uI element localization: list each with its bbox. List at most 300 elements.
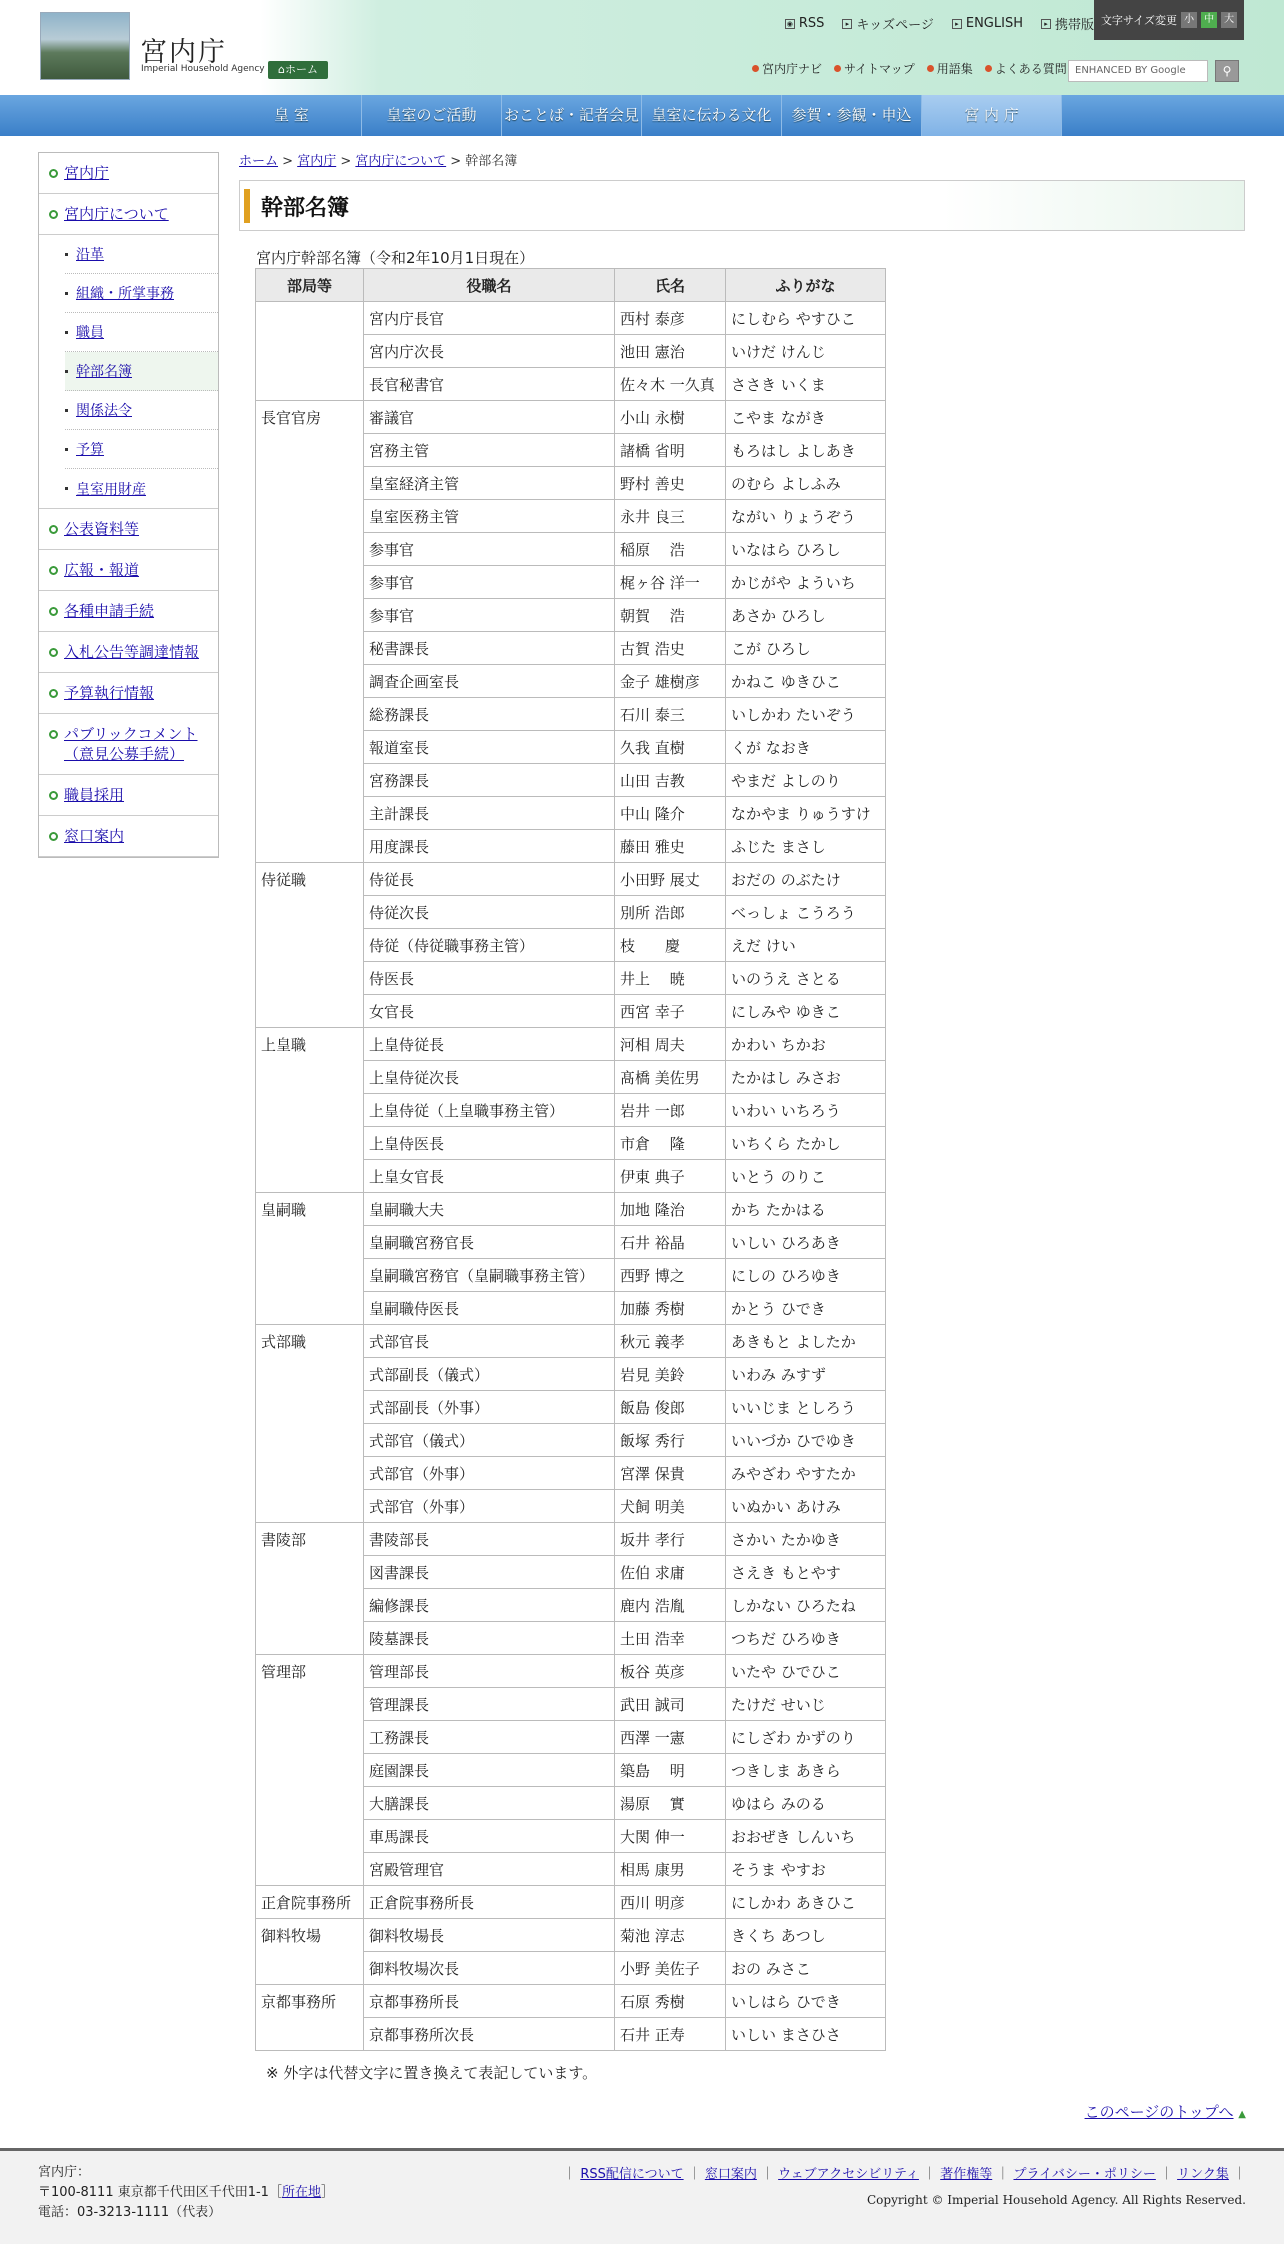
furigana-cell: こが ひろし [726,632,886,665]
sidebar-sub-link[interactable]: 皇室用財産 [76,481,146,498]
name-cell: 古賀 浩史 [615,632,726,665]
footer-location-link[interactable]: 所在地 [281,2185,321,2200]
position-cell: 御料牧場次長 [364,1952,615,1985]
breadcrumb-separator: > [336,154,356,169]
arrow-icon: ▸ [1041,19,1051,29]
dept-cell: 京都事務所 [256,1985,364,2051]
furigana-cell: もろはし よしあき [726,434,886,467]
dept-cell: 長官官房 [256,401,364,863]
sidebar-item[interactable] [39,673,218,714]
page-top-anchor[interactable]: このページのトップへ [1084,2103,1234,2121]
footer-link-separator: ｜ [918,2167,941,2182]
table-row [256,863,886,896]
bullet-ring-icon [49,730,58,739]
furigana-cell: いけだ けんじ [726,335,886,368]
footer-link[interactable]: リンク集 [1177,2167,1229,2182]
faq-link[interactable]: よくある質問 [985,60,1067,77]
position-cell: 上皇女官長 [364,1160,615,1193]
search-icon: ⚲ [1222,64,1232,78]
bullet-ring-icon [49,566,58,575]
sidebar-item-about[interactable] [39,194,218,235]
breadcrumb-link[interactable]: 宮内庁 [297,154,337,169]
position-cell: 工務課長 [364,1721,615,1754]
name-cell: 佐伯 求庸 [615,1556,726,1589]
position-cell: 皇嗣職大夫 [364,1193,615,1226]
kids-link[interactable]: ▸ キッズページ [842,14,933,33]
position-cell: 管理課長 [364,1688,615,1721]
position-cell: 侍従次長 [364,896,615,929]
furigana-cell: たけだ せいじ [726,1688,886,1721]
furigana-cell: いぬかい あけみ [726,1490,886,1523]
sidebar-item[interactable] [39,591,218,632]
name-cell: 西澤 一憲 [615,1721,726,1754]
table-caption: 宮内庁幹部名簿（令和2年10月1日現在） [256,249,535,267]
font-size-label: 文字サイズ変更 [1100,14,1178,27]
sidebar-item[interactable] [39,632,218,673]
position-cell: 審議官 [364,401,615,434]
sidebar-item[interactable] [39,775,218,816]
position-cell: 京都事務所次長 [364,2018,615,2051]
sidebar-item[interactable] [39,816,218,857]
rss-link[interactable]: ◉ RSS [786,16,825,31]
nav-visits[interactable]: 参賀・参観・申込 [782,95,922,136]
nav-imperial-family[interactable]: 皇 室 [222,95,362,136]
position-cell: 上皇侍従次長 [364,1061,615,1094]
name-cell: 河相 周夫 [615,1028,726,1061]
name-cell: 伊東 典子 [615,1160,726,1193]
position-cell: 宮内庁長官 [364,302,615,335]
english-link[interactable]: ▸ ENGLISH [952,14,1023,33]
logo-subtitle: Imperial Household Agency [141,64,265,74]
name-cell: 久我 直樹 [615,731,726,764]
position-cell: 京都事務所長 [364,1985,615,2018]
dept-cell: 正倉院事務所 [256,1886,364,1919]
table-row [256,1985,886,2018]
name-cell: 金子 雄樹彦 [615,665,726,698]
footer-link-separator: ｜ [563,2167,581,2182]
breadcrumb-separator: > [278,154,298,169]
furigana-cell: いいじま としろう [726,1391,886,1424]
name-cell: 小野 美佐子 [615,1952,726,1985]
footer-links [563,2163,1246,2182]
furigana-cell: かねこ ゆきひこ [726,665,886,698]
furigana-cell: にしざわ かずのり [726,1721,886,1754]
bullet-icon [752,65,759,72]
bullet-ring-icon [49,832,58,841]
sidebar-sub-link[interactable]: 関係法令 [76,403,132,419]
copyright: Copyright © Imperial Household Agency. All Rights Reserved. [866,2193,1246,2207]
table-row [256,1886,886,1919]
furigana-cell: かとう ひでき [726,1292,886,1325]
sidebar [38,152,219,858]
bullet-icon [65,370,68,373]
name-cell: 加藤 秀樹 [615,1292,726,1325]
furigana-cell: いたや ひでひこ [726,1655,886,1688]
footer-link[interactable]: 窓口案内 [704,2167,757,2182]
name-cell: 相馬 康男 [615,1853,726,1886]
position-cell: 上皇侍従（上皇職事務主管） [364,1094,615,1127]
furigana-cell: いわみ みすず [726,1358,886,1391]
furigana-cell: くが なおき [726,731,886,764]
breadcrumb-link[interactable]: ホーム [239,154,279,169]
position-cell: 管理部長 [364,1655,615,1688]
table-row [256,1919,886,1952]
name-cell: 犬飼 明美 [615,1490,726,1523]
name-cell: 永井 良三 [615,500,726,533]
furigana-cell: さかい たかゆき [726,1523,886,1556]
bullet-icon [65,292,68,295]
position-cell: 参事官 [364,533,615,566]
name-cell: 藤田 雅史 [615,830,726,863]
furigana-cell: いのうえ さとる [726,962,886,995]
home-icon: ⌂ [278,63,285,76]
furigana-cell: そうま やすお [726,1853,886,1886]
furigana-cell: ゆはら みのる [726,1787,886,1820]
arrow-icon: ▸ [952,19,962,29]
name-cell: 鹿内 浩胤 [615,1589,726,1622]
sidebar-item-about-link[interactable]: 宮内庁について [64,205,169,223]
breadcrumb-separator: > [446,154,466,169]
name-cell: 石井 正寿 [615,2018,726,2051]
furigana-cell: いいづか ひでゆき [726,1424,886,1457]
global-nav-items [222,95,1062,136]
name-cell: 西村 泰彦 [615,302,726,335]
name-cell: 井上 暁 [615,962,726,995]
furigana-cell: いしはら ひでき [726,1985,886,2018]
mobile-link[interactable]: ▸ 携帯版 [1041,14,1094,33]
position-cell: 図書課長 [364,1556,615,1589]
position-cell: 主計課長 [364,797,615,830]
table-row [256,302,886,335]
footer-link-separator: ｜ [992,2167,1014,2182]
font-size-medium-button[interactable]: 中 [1201,12,1217,28]
bullet-icon [65,448,68,451]
position-cell: 皇嗣職侍医長 [364,1292,615,1325]
furigana-cell: つちだ ひろゆき [726,1622,886,1655]
position-cell: 式部官（外事） [364,1457,615,1490]
sidebar-item-link[interactable]: 入札公告等調達情報 [64,643,200,661]
furigana-cell: にしむら やすひこ [726,302,886,335]
furigana-cell: おの みさこ [726,1952,886,1985]
position-cell: 宮務主管 [364,434,615,467]
name-cell: 山田 吉教 [615,764,726,797]
page-title-bar [239,180,1245,231]
position-cell: 式部官（外事） [364,1490,615,1523]
position-cell: 侍従長 [364,863,615,896]
name-cell: 石川 泰三 [615,698,726,731]
footer-address-line: 〒100-8111 東京都千代田区千代田1-1［所在地］ [38,2185,335,2200]
arrow-up-icon: ▲ [1238,2109,1246,2120]
position-cell: 書陵部長 [364,1523,615,1556]
position-cell: 皇室医務主管 [364,500,615,533]
bullet-ring-icon [49,525,58,534]
bullet-ring-icon [49,210,58,219]
furigana-cell: かじがや よういち [726,566,886,599]
footer-link-separator: ｜ [1228,2167,1246,2182]
sidebar-item-link[interactable]: 広報・報道 [64,561,140,579]
bullet-icon [834,65,841,72]
col-header-furigana: ふりがな [726,269,886,302]
position-cell: 総務課長 [364,698,615,731]
position-cell: 車馬課長 [364,1820,615,1853]
footnote: ※ 外字は代替文字に置き換えて表記しています。 [266,2064,598,2082]
footer-link-separator: ｜ [1155,2167,1178,2182]
position-cell: 式部官（儀式） [364,1424,615,1457]
name-cell: 西川 明彦 [615,1886,726,1919]
footer-contact [38,2163,334,2223]
sidebar-item[interactable] [39,509,218,550]
sidebar-sub-item[interactable] [65,352,218,391]
name-cell: 坂井 孝行 [615,1523,726,1556]
sidebar-sub-list [39,235,218,509]
sidebar-sub-item[interactable] [65,391,218,430]
footer-org: 宮内庁： [38,2165,91,2180]
name-cell: 石原 秀樹 [615,1985,726,2018]
name-cell: 宮澤 保貴 [615,1457,726,1490]
nav-statements[interactable]: おことば・記者会見 [502,95,642,136]
furigana-cell: にしみや ゆきこ [726,995,886,1028]
name-cell: 小山 永樹 [615,401,726,434]
global-nav [0,95,1284,136]
logo-title[interactable]: 宮内庁 [140,37,227,68]
name-cell: 稲原 浩 [615,533,726,566]
footer-link[interactable]: RSS配信について [580,2167,684,2182]
sidebar-item-agency[interactable] [39,153,218,194]
furigana-cell: やまだ よしのり [726,764,886,797]
nav-culture[interactable]: 皇室に伝わる文化 [642,95,782,136]
footer-link[interactable]: ウェブアクセシビリティ [778,2167,919,2182]
name-cell: 野村 善史 [615,467,726,500]
name-cell: 石井 裕晶 [615,1226,726,1259]
position-cell: 編修課長 [364,1589,615,1622]
table-row [256,1028,886,1061]
position-cell: 皇嗣職宮務官長 [364,1226,615,1259]
sidebar-sub-link[interactable]: 組織・所掌事務 [76,286,174,302]
dept-cell: 書陵部 [256,1523,364,1655]
position-cell: 侍従（侍従職事務主管） [364,929,615,962]
sidebar-item-link[interactable]: 窓口案内 [64,827,125,845]
name-cell: 西宮 幸子 [615,995,726,1028]
staff-roster-table [255,268,886,2051]
footer-link[interactable]: 著作権等 [940,2167,993,2182]
name-cell: 大関 伸一 [615,1820,726,1853]
footer-link-separator: ｜ [756,2167,779,2182]
position-cell: 式部官長 [364,1325,615,1358]
bullet-ring-icon [49,791,58,800]
bullet-icon [927,65,934,72]
page-top-link[interactable] [1085,2101,1246,2122]
rss-icon: ◉ [786,19,793,28]
position-cell: 皇室経済主管 [364,467,615,500]
furigana-cell: にしの ひろゆき [726,1259,886,1292]
footer-address: 〒100-8111 東京都千代田区千代田1-1 [38,2185,269,2200]
sidebar-sub-link[interactable]: 幹部名簿 [76,364,132,380]
sitemap-link[interactable]: サイトマップ [834,60,915,77]
furigana-cell: つきしま あきら [726,1754,886,1787]
nav-activities[interactable]: 皇室のご活動 [362,95,502,136]
position-cell: 宮務課長 [364,764,615,797]
position-cell: 庭園課長 [364,1754,615,1787]
position-cell: 御料牧場長 [364,1919,615,1952]
name-cell: 梶ヶ谷 洋一 [615,566,726,599]
position-cell: 上皇侍従長 [364,1028,615,1061]
name-cell: 板谷 英彦 [615,1655,726,1688]
bullet-icon [65,331,68,334]
name-cell: 諸橋 省明 [615,434,726,467]
footer-phone: 電話：03-3213-1111（代表） [38,2205,222,2220]
sidebar-sub-item[interactable] [65,430,218,469]
furigana-cell: ささき いくま [726,368,886,401]
name-cell: 朝賀 浩 [615,599,726,632]
position-cell: 宮内庁次長 [364,335,615,368]
furigana-cell: いとう のりこ [726,1160,886,1193]
bullet-ring-icon [49,169,58,178]
position-cell: 参事官 [364,599,615,632]
breadcrumb-current: 幹部名簿 [465,154,518,169]
dept-cell: 上皇職 [256,1028,364,1193]
furigana-cell: たかはし みさお [726,1061,886,1094]
position-cell: 女官長 [364,995,615,1028]
sidebar-item-link[interactable]: 職員採用 [64,786,125,804]
dept-cell: 式部職 [256,1325,364,1523]
furigana-cell: あさか ひろし [726,599,886,632]
navi-link[interactable]: 宮内庁ナビ [752,60,822,77]
furigana-cell: おだの のぶたけ [726,863,886,896]
position-cell: 秘書課長 [364,632,615,665]
dept-cell: 管理部 [256,1655,364,1886]
name-cell: 飯塚 秀行 [615,1424,726,1457]
sidebar-item-link[interactable]: パブリックコメント（意見公募手続） [64,725,198,763]
logo-photo[interactable] [40,12,130,80]
furigana-cell: いしかわ たいぞう [726,698,886,731]
furigana-cell: なかやま りゅうすけ [726,797,886,830]
table-row [256,1193,886,1226]
sidebar-item-agency-link[interactable]: 宮内庁 [64,164,110,182]
bullet-ring-icon [49,689,58,698]
name-cell: 飯島 俊郎 [615,1391,726,1424]
position-cell: 陵墓課長 [364,1622,615,1655]
name-cell: 岩井 一郎 [615,1094,726,1127]
position-cell: 式部副長（儀式） [364,1358,615,1391]
font-size-small-button[interactable]: 小 [1181,12,1197,28]
font-size-large-button[interactable]: 大 [1221,12,1237,28]
position-cell: 報道室長 [364,731,615,764]
position-cell: 皇嗣職宮務官（皇嗣職事務主管） [364,1259,615,1292]
furigana-cell: ふじた まさし [726,830,886,863]
name-cell: 中山 隆介 [615,797,726,830]
site-footer [0,2148,1284,2244]
sidebar-item-link[interactable]: 各種申請手続 [64,602,155,620]
sidebar-item-link[interactable]: 予算執行情報 [64,684,155,702]
name-cell: 岩見 美鈴 [615,1358,726,1391]
name-cell: 市倉 隆 [615,1127,726,1160]
furigana-cell: しかない ひろたね [726,1589,886,1622]
sidebar-sub-item[interactable] [65,235,218,274]
sidebar-sub-item[interactable] [65,313,218,352]
bullet-icon [65,487,68,490]
bullet-icon [65,253,68,256]
furigana-cell: いわい いちろう [726,1094,886,1127]
name-cell: 枝 慶 [615,929,726,962]
home-badge[interactable]: ⌂ホーム [268,61,328,79]
col-header-name: 氏名 [615,269,726,302]
name-cell: 西野 博之 [615,1259,726,1292]
position-cell: 大膳課長 [364,1787,615,1820]
arrow-icon: ▸ [842,19,852,29]
position-cell: 宮殿管理官 [364,1853,615,1886]
table-row [256,401,886,434]
furigana-cell: いしい ひろあき [726,1226,886,1259]
sidebar-sub-link[interactable]: 職員 [76,325,104,341]
furigana-cell: いなはら ひろし [726,533,886,566]
sidebar-sub-item[interactable] [65,469,218,508]
sidebar-item[interactable] [39,550,218,591]
staff-roster-body [256,302,886,2051]
sidebar-item[interactable] [39,714,218,775]
position-cell: 参事官 [364,566,615,599]
dept-cell: 御料牧場 [256,1919,364,1985]
name-cell: 別所 浩郎 [615,896,726,929]
sidebar-sub-link[interactable]: 沿革 [76,247,104,263]
position-cell: 上皇侍医長 [364,1127,615,1160]
name-cell: 小田野 展丈 [615,863,726,896]
bullet-ring-icon [49,607,58,616]
dept-cell: 皇嗣職 [256,1193,364,1325]
footer-link-separator: ｜ [683,2167,705,2182]
position-cell: 侍医長 [364,962,615,995]
position-cell: 長官秘書官 [364,368,615,401]
name-cell: 池田 憲治 [615,335,726,368]
furigana-cell: かち たかはる [726,1193,886,1226]
title-accent [244,189,250,223]
name-cell: 加地 隆治 [615,1193,726,1226]
utility-links [752,60,1067,77]
furigana-cell: こやま ながき [726,401,886,434]
dept-cell [256,302,364,401]
breadcrumb [239,150,517,169]
furigana-cell: あきもと よしたか [726,1325,886,1358]
furigana-cell: きくち あつし [726,1919,886,1952]
name-cell: 湯原 實 [615,1787,726,1820]
position-cell: 式部副長（外事） [364,1391,615,1424]
position-cell: 調査企画室長 [364,665,615,698]
sidebar-sub-item[interactable] [65,274,218,313]
nav-agency[interactable]: 宮 内 庁 [922,95,1062,136]
sidebar-sub-link[interactable]: 予算 [76,442,104,458]
dept-cell: 侍従職 [256,863,364,1028]
search-input[interactable]: ENHANCED BY Google [1068,60,1208,82]
col-header-dept: 部局等 [256,269,364,302]
furigana-cell: おおぜき しんいち [726,1820,886,1853]
table-row [256,1325,886,1358]
furigana-cell: ながい りょうぞう [726,500,886,533]
footer-link[interactable]: プライバシー・ポリシー [1013,2167,1156,2182]
site-header [0,0,1284,95]
bullet-icon [65,409,68,412]
name-cell: 土田 浩幸 [615,1622,726,1655]
bullet-ring-icon [49,648,58,657]
name-cell: 菊池 淳志 [615,1919,726,1952]
furigana-cell: のむら よしふみ [726,467,886,500]
breadcrumb-link[interactable]: 宮内庁について [355,154,447,169]
bullet-icon [985,65,992,72]
sidebar-item-link[interactable]: 公表資料等 [64,520,140,538]
position-cell: 正倉院事務所長 [364,1886,615,1919]
name-cell: 武田 誠司 [615,1688,726,1721]
position-cell: 用度課長 [364,830,615,863]
glossary-link[interactable]: 用語集 [927,60,973,77]
search-button[interactable] [1215,60,1239,82]
